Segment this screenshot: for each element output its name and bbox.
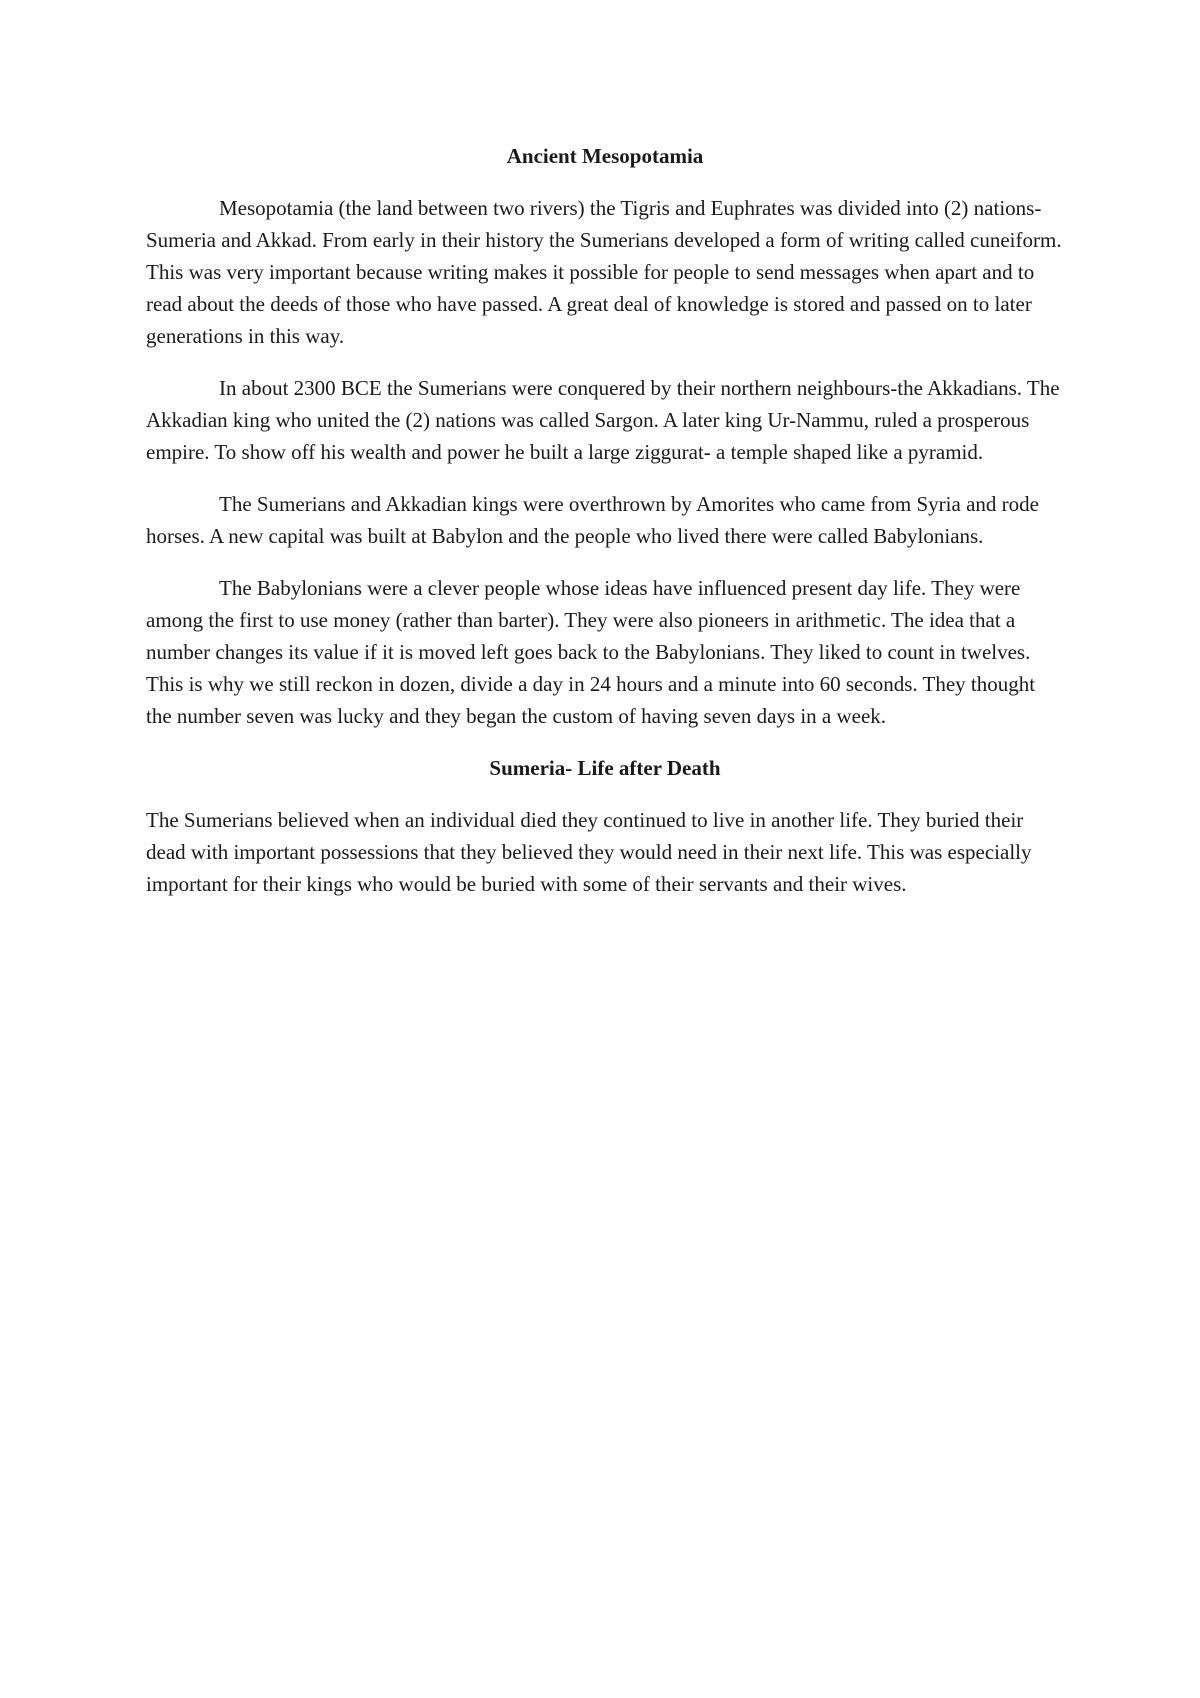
document-title: Ancient Mesopotamia — [506, 144, 704, 168]
paragraph-rivers: Mesopotamia (the land between two rivers) the Tigris and Euphrates was divided into (2) nations- Sumeria and Akkad. From early in their history the Sumerians developed a form of writing called cuneiform. This was very important because writing makes it possible for people to send messages when apart and to read about the deeds of those who have passed. A great deal of knowledge is stored and passed on to later generations in this way. — [146, 196, 1062, 348]
paragraph-afterlife: The Sumerians believed when an individual died they continued to live in another life. They buried their dead with important possessions that they believed they would need in their next life. This was especially important for their kings who would be buried with some of their servants and their wives. — [146, 808, 1032, 896]
paragraph-akkadians: In about 2300 BCE the Sumerians were conquered by their northern neighbours-the Akkadians. The Akkadian king who united the (2) nations was called Sargon. A later king Ur-Nammu, ruled a prosperous empire. To show off his wealth and power he built a large ziggurat- a temple shaped like a pyramid. — [146, 376, 1060, 464]
paragraph-babylonians: The Babylonians were a clever people whose ideas have influenced present day life. They were among the first to use money (rather than barter). They were also pioneers in arithmetic. The idea that a number changes its value if it is moved left goes back to the Babylonians. They liked to count in twelves. This is why we still reckon in dozen, divide a day in 24 hours and a minute into 60 seconds. They thought the number seven was lucky and they began the custom of having seven days in a week. — [146, 576, 1036, 728]
document-page — [146, 140, 1064, 920]
section-heading: Sumeria- Life after Death — [489, 756, 721, 780]
paragraph-amorites: The Sumerians and Akkadian kings were overthrown by Amorites who came from Syria and rode horses. A new capital was built at Babylon and the people who lived there were called Babylonians. — [146, 492, 1039, 548]
